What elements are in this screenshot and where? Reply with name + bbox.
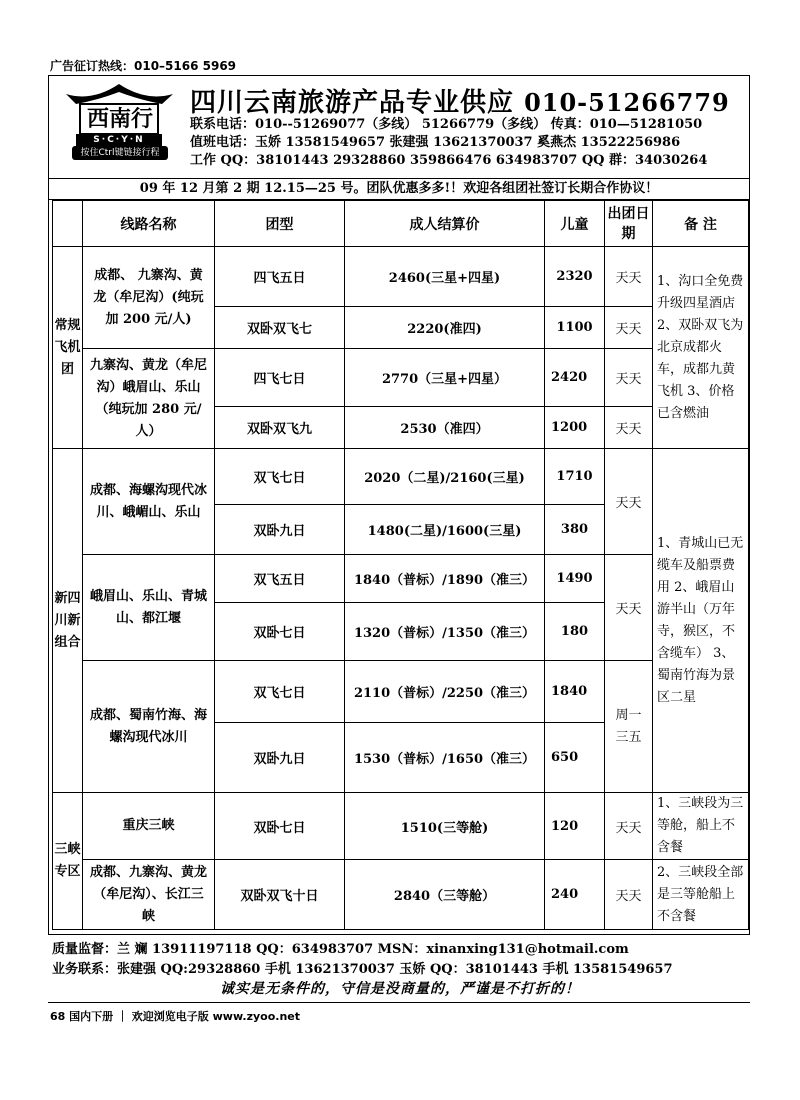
table-header-row bbox=[53, 201, 749, 247]
route-cell: 成都、蜀南竹海、海螺沟现代冰川 bbox=[83, 661, 215, 793]
child-price-cell: 1490 bbox=[545, 555, 605, 603]
note-cell: 1、沟口全免费升级四星酒店 2、双卧双飞为北京成都火车，成都九黄飞机 3、价格已含燃油 bbox=[653, 247, 749, 449]
table-row bbox=[53, 661, 749, 723]
table-row bbox=[53, 449, 749, 505]
table-row bbox=[53, 349, 749, 407]
route-cell: 重庆三峡 bbox=[83, 793, 215, 860]
table-row bbox=[53, 247, 749, 307]
business-contact: 业务联系：张建强 QQ:29328860 手机 13621370037 玉娇 QQ：38101443 手机 13581549657 bbox=[52, 962, 673, 977]
note-cell: 1、青城山已无缆车及船票费用 2、峨眉山游半山（万年寺，猴区，不含缆车） 3、蜀南竹海为景区二星 bbox=[653, 449, 749, 793]
category-new-sichuan: 新四川新组合 bbox=[53, 449, 83, 793]
child-price-cell: 120 bbox=[545, 793, 605, 860]
date-cell: 天天 bbox=[605, 860, 653, 930]
date-cell: 天天 bbox=[605, 449, 653, 555]
title-phone: 010-51266779 bbox=[524, 88, 730, 117]
route-cell: 成都、海螺沟现代冰川、峨嵋山、乐山 bbox=[83, 449, 215, 555]
date-cell: 天天 bbox=[605, 349, 653, 407]
table-row bbox=[53, 860, 749, 930]
date-cell: 周一三五 bbox=[605, 661, 653, 793]
logo-sub: S·C·Y·N bbox=[93, 135, 145, 145]
title-text: 四川云南旅游产品专业供应 bbox=[190, 88, 515, 118]
contact-phone: 联系电话：010--51269077（多线） 51266779（多线） 传真：010—51281050 bbox=[190, 117, 703, 132]
child-price-cell: 240 bbox=[545, 860, 605, 930]
route-cell: 成都、九寨沟、黄龙（牟尼沟）、长江三峡 bbox=[83, 860, 215, 930]
type-cell: 双卧双飞十日 bbox=[215, 860, 345, 930]
header-cat bbox=[53, 201, 83, 247]
route-cell: 峨眉山、乐山、青城山、都江堰 bbox=[83, 555, 215, 661]
adult-price-cell: 1530（普标）/1650（准三） bbox=[345, 723, 545, 793]
category-three-gorges: 三峡专区 bbox=[53, 793, 83, 930]
child-price-cell: 1100 bbox=[545, 307, 605, 349]
adult-price-cell: 1840（普标）/1890（准三） bbox=[345, 555, 545, 603]
type-cell: 双飞五日 bbox=[215, 555, 345, 603]
logo-name: 西南行 bbox=[86, 106, 153, 132]
header-route: 线路名称 bbox=[83, 201, 215, 247]
child-price-cell: 1840 bbox=[545, 661, 605, 723]
promo-banner: 09 年 12 月第 2 期 12.15—25 号。团队优惠多多!！欢迎各组团社签订长期合作协议！ bbox=[49, 178, 749, 200]
type-cell: 双卧七日 bbox=[215, 793, 345, 860]
type-cell: 双卧九日 bbox=[215, 505, 345, 555]
header-date: 出团日期 bbox=[605, 201, 653, 247]
route-cell: 九寨沟、黄龙（牟尼沟）峨眉山、乐山（纯玩加 280 元/人） bbox=[83, 349, 215, 449]
type-cell: 双飞七日 bbox=[215, 449, 345, 505]
date-cell: 天天 bbox=[605, 555, 653, 661]
header-adult: 成人结算价 bbox=[345, 201, 545, 247]
category-regular-flight: 常规飞机团 bbox=[53, 247, 83, 449]
divider bbox=[48, 1002, 750, 1003]
header-type: 团型 bbox=[215, 201, 345, 247]
type-cell: 双卧双飞七 bbox=[215, 307, 345, 349]
adult-price-cell: 2770（三星+四星） bbox=[345, 349, 545, 407]
adult-price-cell: 1320（普标）/1350（准三） bbox=[345, 603, 545, 661]
adult-price-cell: 2020（二星)/2160(三星) bbox=[345, 449, 545, 505]
header-note: 备 注 bbox=[653, 201, 749, 247]
adult-price-cell: 1480(二星)/1600(三星) bbox=[345, 505, 545, 555]
adult-price-cell: 2840（三等舱） bbox=[345, 860, 545, 930]
type-cell: 双飞七日 bbox=[215, 661, 345, 723]
type-cell: 四飞七日 bbox=[215, 349, 345, 407]
price-table bbox=[52, 200, 749, 930]
type-cell: 双卧双飞九 bbox=[215, 407, 345, 449]
logo[interactable] bbox=[62, 80, 177, 162]
date-cell: 天天 bbox=[605, 307, 653, 349]
adult-price-cell: 2460(三星+四星) bbox=[345, 247, 545, 307]
duty-phone: 值班电话：玉娇 13581549657 张建强 13621370037 奚燕杰 13522256986 bbox=[190, 135, 681, 150]
date-cell: 天天 bbox=[605, 407, 653, 449]
child-price-cell: 650 bbox=[545, 723, 605, 793]
header-child: 儿童 bbox=[545, 201, 605, 247]
adult-price-cell: 2530（准四） bbox=[345, 407, 545, 449]
date-cell: 天天 bbox=[605, 793, 653, 860]
child-price-cell: 180 bbox=[545, 603, 605, 661]
note-cell: 1、三峡段为三等舱，船上不含餐 bbox=[653, 793, 749, 860]
note-cell: 2、三峡段全部是三等舱船上不含餐 bbox=[653, 860, 749, 930]
type-cell: 四飞五日 bbox=[215, 247, 345, 307]
slogan: 诚实是无条件的，守信是没商量的，严谨是不打折的！ bbox=[220, 981, 580, 997]
ad-hotline: 广告征订热线：010–5166 5969 bbox=[50, 59, 237, 73]
quality-supervision: 质量监督：兰 斓 13911197118 QQ：634983707 MSN：xinanxing131@hotmail.com bbox=[52, 942, 629, 957]
child-price-cell: 2420 bbox=[545, 349, 605, 407]
table-row bbox=[53, 555, 749, 603]
table-row bbox=[53, 793, 749, 860]
type-cell: 双卧九日 bbox=[215, 723, 345, 793]
date-cell: 天天 bbox=[605, 247, 653, 307]
adult-price-cell: 1510(三等舱) bbox=[345, 793, 545, 860]
child-price-cell: 1710 bbox=[545, 449, 605, 505]
work-qq: 工作 QQ：38101443 29328860 359866476 634983707 QQ 群：34030264 bbox=[190, 153, 708, 168]
child-price-cell: 1200 bbox=[545, 407, 605, 449]
logo-tag: 按住Ctrl键链接行程 bbox=[80, 148, 160, 158]
page-footer: 68 国内下册 ｜ 欢迎浏览电子版 www.zyoo.net bbox=[50, 1010, 301, 1023]
type-cell: 双卧七日 bbox=[215, 603, 345, 661]
route-cell: 成都、 九寨沟、黄龙（牟尼沟）(纯玩加 200 元/人) bbox=[83, 247, 215, 349]
child-price-cell: 2320 bbox=[545, 247, 605, 307]
adult-price-cell: 2110（普标）/2250（准三） bbox=[345, 661, 545, 723]
child-price-cell: 380 bbox=[545, 505, 605, 555]
adult-price-cell: 2220(准四) bbox=[345, 307, 545, 349]
